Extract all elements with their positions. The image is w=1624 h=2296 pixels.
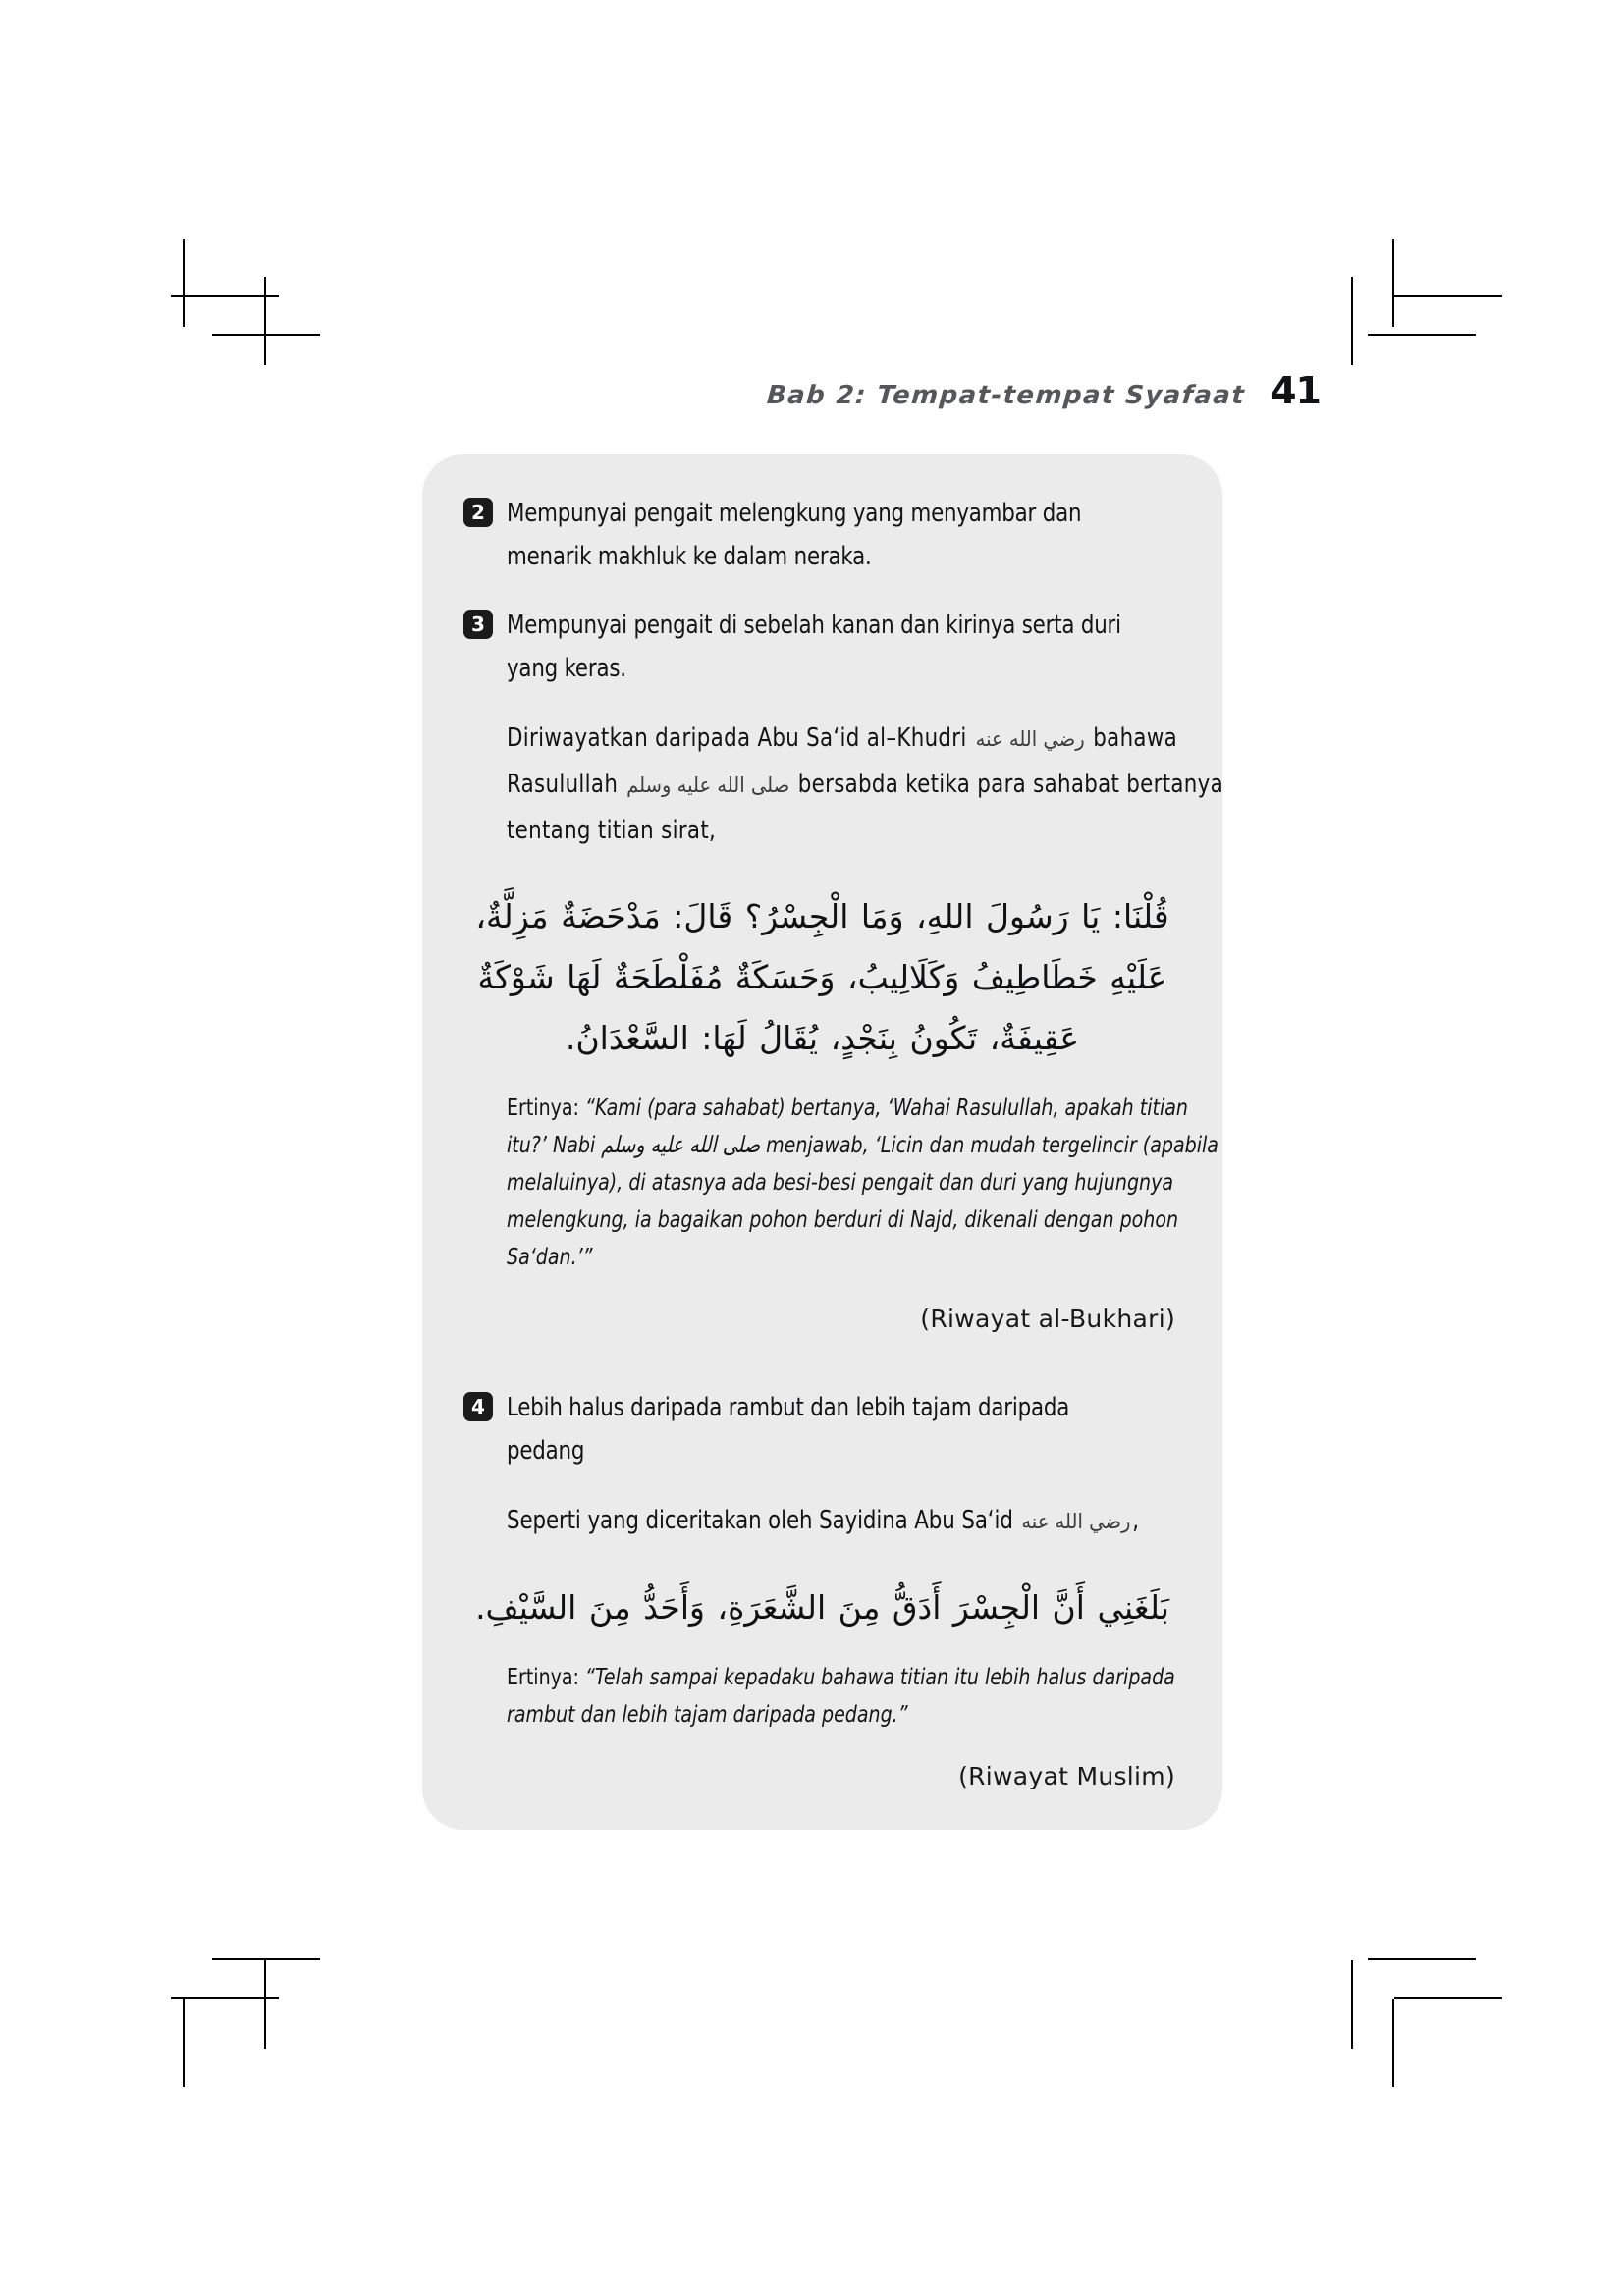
crop-mark-top-right-outer-horizontal	[1394, 295, 1502, 297]
hadith-attribution: (Riwayat Muslim)	[958, 1762, 1175, 1790]
crop-mark-bottom-right-inner-vertical	[1392, 1999, 1394, 2087]
crop-mark-top-right-inner-horizontal	[1368, 334, 1476, 336]
list-item	[463, 492, 1181, 578]
hadith-attribution: (Riwayat al-Bukhari)	[920, 1305, 1175, 1333]
item-number-badge: 4	[463, 1392, 493, 1421]
arabic-line: قُلْنَا: يَا رَسُولَ اللهِ، وَمَا الْجِسْرُ؟ قَالَ: مَدْحَضَةٌ مَزِلَّةٌ،	[475, 897, 1169, 935]
crop-mark-bottom-right-inner-horizontal	[1394, 1997, 1502, 1999]
arabic-line: بَلَغَنِي أَنَّ الْجِسْرَ أَدَقُّ مِنَ الشَّعَرَةِ، وَأَحَدُّ مِنَ السَّيْفِ.	[475, 1588, 1169, 1627]
translation-paragraph	[507, 1089, 1223, 1275]
crop-mark-bottom-left-inner-vertical	[183, 1999, 185, 2087]
narration-part-3: bersabda ketika para sahabat bertanya tentang titian sirat,	[507, 770, 1224, 845]
crop-mark-top-left-outer-horizontal	[171, 295, 279, 297]
arabic-line: عَقِيفَةٌ، تَكُونُ بِنَجْدٍ، يُقَالُ لَهَا: السَّعْدَانُ.	[565, 1019, 1080, 1057]
arabic-line: عَلَيْهِ خَطَاطِيفُ وَكَلَالِيبُ، وَحَسَكَةٌ مُفَلْطَحَةٌ لَهَا شَوْكَةٌ	[477, 958, 1167, 996]
list-item-text: Lebih halus daripada rambut dan lebih tajam daripada pedang	[507, 1393, 1070, 1466]
translation-text: “Telah sampai kepadaku bahawa titian itu lebih halus daripada rambut dan lebih tajam daripada pedang.”	[507, 1663, 1175, 1728]
crop-mark-top-left-outer-vertical	[183, 239, 185, 327]
translation-label: Ertinya:	[507, 1094, 579, 1121]
crop-mark-top-left-inner-vertical	[264, 277, 266, 365]
section-spacer	[463, 1333, 1181, 1386]
list-item	[463, 604, 1181, 690]
crop-mark-top-right-inner-vertical	[1351, 277, 1353, 365]
content-card	[422, 454, 1222, 1830]
item-number-badge: 3	[463, 610, 493, 639]
crop-mark-top-right-outer-vertical	[1392, 239, 1394, 327]
translation-label: Ertinya:	[507, 1663, 579, 1690]
header-chapter-title: Bab 2: Tempat-tempat Syafaat	[765, 381, 1247, 410]
crop-mark-top-left-inner-horizontal	[212, 334, 320, 336]
narration-part-2: bahawa Rasulullah	[507, 723, 1178, 799]
page-number: 41	[1271, 369, 1321, 412]
narration-paragraph	[507, 1498, 1224, 1544]
running-header	[0, 369, 1321, 412]
honorific-radiyallahu-anhu-icon: رضي الله عنه	[1021, 1510, 1131, 1533]
crop-mark-bottom-right-outer-horizontal	[1368, 1958, 1476, 1960]
narration-part-1: Seperti yang diceritakan oleh Sayidina Abu Sa‘id	[507, 1506, 1020, 1535]
crop-mark-bottom-right-outer-vertical	[1351, 1960, 1353, 2049]
list-item	[463, 1386, 1181, 1472]
narration-part-1: Diriwayatkan daripada Abu Sa‘id al–Khudri	[507, 723, 974, 753]
arabic-hadith-text	[473, 886, 1171, 1069]
list-item-text: Mempunyai pengait melengkung yang menyambar dan menarik makhluk ke dalam neraka.	[507, 499, 1082, 571]
honorific-radiyallahu-anhu-icon: رضي الله عنه	[975, 727, 1085, 751]
list-item-text: Mempunyai pengait di sebelah kanan dan kirinya serta duri yang keras.	[507, 611, 1121, 683]
narration-part-2: ,	[1132, 1506, 1140, 1535]
crop-mark-bottom-left-outer-vertical	[264, 1960, 266, 2049]
item-number-badge: 2	[463, 498, 493, 527]
narration-paragraph	[507, 716, 1224, 853]
crop-mark-bottom-left-inner-horizontal	[171, 1997, 279, 1999]
crop-mark-bottom-left-outer-horizontal	[212, 1958, 320, 1960]
translation-text: “Kami (para sahabat) bertanya, ‘Wahai Rasulullah, apakah titian itu?’ Nabi صلى الله عليه وسلم menjawab, ‘Licin dan mudah tergelincir (apabila melaluinya), di atasnya ada besi-besi pengait dan duri yang hujungnya melengkung, ia bagaikan pohon berduri di Najd, dikenali dengan pohon Sa‘dan.’”	[507, 1094, 1218, 1270]
translation-paragraph	[507, 1658, 1223, 1733]
honorific-sallallahu-alayhi-wasallam-icon: صلى الله عليه وسلم	[626, 774, 790, 797]
arabic-hadith-text	[473, 1577, 1171, 1638]
